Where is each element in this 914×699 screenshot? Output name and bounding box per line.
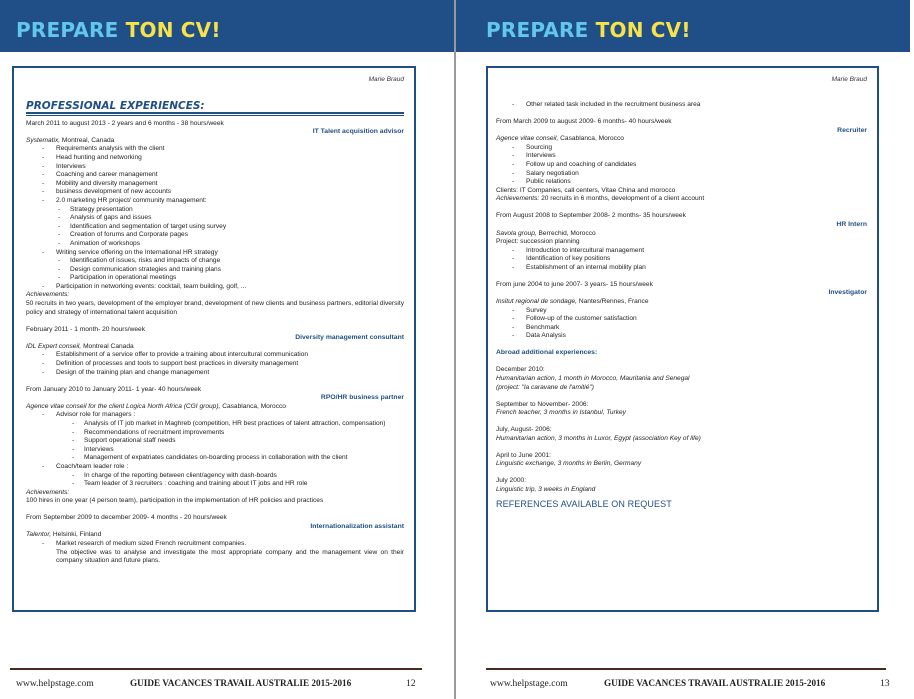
achievements-label: Achievements: xyxy=(26,291,70,299)
page-number: 12 xyxy=(406,678,416,689)
header-title xyxy=(486,18,691,42)
list-item: - Establishment of a service offer to provide a training about intercultural communication xyxy=(26,351,404,360)
page-number: 13 xyxy=(880,678,890,689)
job-date: March 2011 to august 2013 - 2 years and 6 months - 38 hours/week xyxy=(26,119,224,127)
right-page xyxy=(456,0,910,699)
list-item: - In charge of the reporting between client/agency with dash-boards xyxy=(56,472,404,481)
footer-guide-title: GUIDE VACANCES TRAVAIL AUSTRALIE 2015-2016 xyxy=(604,678,826,688)
job-role: Internationalization assistant xyxy=(310,522,404,530)
header-word-ton-cv: TON CV! xyxy=(595,18,691,42)
list-item: - 2.0 marketing HR project/ community management: xyxy=(26,197,404,206)
list-item: - Benchmark xyxy=(496,324,867,333)
list-item: - Definition of processes and tools to support best practices in diversity management xyxy=(26,360,404,369)
list-item: - Advisor role for managers : - Analysis of IT job market in Maghreb (competition, HR best practices of talent attraction, compensation) - Recommendations of recruitment improvements - Support operational staff needs - Interviews - Management of expatriates candidates on-boarding process in collaboration with the client xyxy=(26,411,404,463)
job-company: Insitut regional de sondage, Nantes/Rennes, France xyxy=(496,298,649,306)
job-subtask-list xyxy=(56,420,404,463)
section-title: PROFESSIONAL EXPERIENCES: xyxy=(26,100,205,112)
list-item: - Interviews xyxy=(26,163,404,172)
abroad-date: July, August- 2006: xyxy=(496,426,552,434)
list-item: - Coach/team leader role : - In charge of the reporting between client/agency with dash-boards - Team leader of 3 recruiters : coaching and training about IT jobs and HR role xyxy=(26,463,404,489)
header-word-ton-cv: TON CV! xyxy=(125,18,221,42)
list-item: - Introduction to intercultural management xyxy=(496,247,867,256)
job-role: HR Intern xyxy=(836,220,867,228)
list-item: - Follow-up of the customer satisfaction xyxy=(496,315,867,324)
abroad-date: July 2000: xyxy=(496,477,527,485)
list-item: - Creation of forums and Corporate pages xyxy=(26,231,404,240)
job-task-list xyxy=(26,411,404,488)
abroad-line: Humanitarian action, 3 months in Luxor, Egypt (association Key of life) xyxy=(496,434,701,442)
job-role: IT Talent acquisition advisor xyxy=(312,128,404,136)
job-task-list xyxy=(26,145,404,205)
list-item: - Identification of issues, risks and impacts of change xyxy=(26,257,404,266)
list-item: - Other related task included in the recruitment business area xyxy=(496,101,867,110)
header-band xyxy=(456,0,910,52)
list-item: - Analysis of gaps and issues xyxy=(26,214,404,223)
list-item: - Participation in networking events: cocktail, team building, golf, ... xyxy=(26,283,404,292)
clients-line: Clients: IT Companies, call centers, Vitae China and morocco xyxy=(496,186,676,194)
abroad-entry xyxy=(496,477,867,494)
job-task-list xyxy=(26,351,404,377)
list-item: - Animation of workshops xyxy=(26,240,404,249)
left-page xyxy=(0,0,454,699)
abroad-entry xyxy=(496,426,867,443)
list-item: - Establishment of an internal mobility plan xyxy=(496,264,867,273)
list-item: - Writing service offering on the International HR strategy xyxy=(26,249,404,258)
list-item: - Participation in operational meetings xyxy=(26,274,404,283)
cv-frame-left xyxy=(12,66,416,612)
list-item: - Mobility and diversity management xyxy=(26,180,404,189)
list-item: - Recommendations of recruitment improvements xyxy=(56,429,404,438)
job-date: From March 2009 to august 2009- 6 months- 40 hours/week xyxy=(496,117,672,125)
footer-url: www.helpstage.com xyxy=(490,678,568,689)
footer-guide-title: GUIDE VACANCES TRAVAIL AUSTRALIE 2015-2016 xyxy=(130,678,352,688)
job-company: Systematix, Montreal, Canada xyxy=(26,136,115,144)
achievements-line: Achievements: 20 recruits in 6 months, development of a client account xyxy=(496,195,705,203)
abroad-entry xyxy=(496,452,867,469)
list-item: - Coaching and career management xyxy=(26,171,404,180)
header-title xyxy=(16,18,221,42)
abroad-line: Linguistic exchange, 3 months in Berlin, Germany xyxy=(496,460,642,468)
job-company: Agence vitae conseil, Casablanca, Morocco xyxy=(496,135,624,143)
job-company: Agence vitae conseil for the client Logica North Africa (CGI group), Casablanca, Morocco xyxy=(26,402,286,410)
list-item: - Salary negotiation xyxy=(496,170,867,179)
cv-content-right xyxy=(496,72,867,509)
job-company: Talentor, Helsinki, Finland xyxy=(26,531,102,539)
job-description: The objective was to analyse and investigate the most appropriate company and the management view on their company situation and future plans. xyxy=(56,548,404,565)
job-task-list xyxy=(26,283,404,292)
job-date: From January 2010 to January 2011- 1 year- 40 hours/week xyxy=(26,385,202,393)
achievements-label: Achievements: xyxy=(26,488,70,496)
job-company: Savola group, Berrechid, Morocco xyxy=(496,229,596,237)
abroad-entry xyxy=(496,366,867,392)
header-word-prepare: PREPARE xyxy=(16,18,119,42)
job-subtask-list xyxy=(26,257,404,283)
job-company: IDL Expert conseil, Montreal Canada xyxy=(26,342,134,350)
job-role: RPO/HR business partner xyxy=(320,394,404,402)
list-item: - Design of the training plan and change management xyxy=(26,369,404,378)
page-footer xyxy=(456,668,910,696)
references-note: REFERENCES AVAILABLE ON REQUEST xyxy=(496,499,672,510)
job-subtask-list xyxy=(56,472,404,489)
job-task-list xyxy=(496,247,867,273)
abroad-date: September to November- 2006: xyxy=(496,400,589,408)
abroad-line: French teacher, 3 months in Istanbul, Turkey xyxy=(496,409,626,417)
job-task-list xyxy=(496,101,867,110)
job-role: Recruiter xyxy=(837,126,867,134)
job-role: Investigator xyxy=(828,289,867,297)
abroad-section-title: Abroad additional experiences: xyxy=(496,349,598,357)
section-divider xyxy=(26,112,404,116)
job-role: Diversity management consultant xyxy=(295,334,404,342)
abroad-date: April to June 2001: xyxy=(496,451,551,459)
list-item: - Identification of key positions xyxy=(496,255,867,264)
list-item: - Identification and segmentation of target using survey xyxy=(26,223,404,232)
job-date: From August 2008 to September 2008- 2 months- 35 hours/week xyxy=(496,212,686,220)
list-item: - Interviews xyxy=(56,446,404,455)
project-line: Project: succession planning xyxy=(496,238,580,246)
author-name: Marie Braud xyxy=(831,76,867,83)
abroad-line: Humanitarian action, 1 month in Morocco, Mauritania and Senegal xyxy=(496,374,690,382)
job-date: February 2011 - 1 month- 20 hours/week xyxy=(26,325,145,333)
job-task-list xyxy=(26,540,404,549)
list-item: - Team leader of 3 recruiters : coaching and training about IT jobs and HR role xyxy=(56,480,404,489)
header-word-prepare: PREPARE xyxy=(486,18,589,42)
cv-content-left xyxy=(26,72,404,566)
list-item: - Survey xyxy=(496,307,867,316)
abroad-line: Linguistic trip, 3 weeks in England xyxy=(496,485,596,493)
abroad-line: (project: "la caravane de l'amitié") xyxy=(496,383,594,391)
job-task-list xyxy=(496,144,867,187)
list-item: - Analysis of IT job market in Maghreb (competition, HR best practices of talent attraction, compensation) xyxy=(56,420,404,429)
job-task-list xyxy=(496,307,867,341)
list-item: - Head hunting and networking xyxy=(26,154,404,163)
list-item: - Interviews xyxy=(496,152,867,161)
achievements-text: 50 recruits in two years, development of the employer brand, development of new clients and business partners, editorial diversity policy and strategy of international talent acquisition xyxy=(26,300,404,316)
list-item: - business development of new accounts xyxy=(26,188,404,197)
list-item: - Sourcing xyxy=(496,144,867,153)
job-date: From September 2009 to december 2009- 4 months - 20 hours/week xyxy=(26,514,227,522)
list-item: - Management of expatriates candidates on-boarding process in collaboration with the client xyxy=(56,454,404,463)
job-date: From june 2004 to june 2007- 3 years- 15 hours/week xyxy=(496,280,653,288)
cv-frame-right xyxy=(486,66,879,612)
job-task-list xyxy=(26,249,404,258)
list-item: - Data Analysis xyxy=(496,332,867,341)
list-item: - Strategy presentation xyxy=(26,206,404,215)
list-item: - Public relations xyxy=(496,178,867,187)
list-item: - Follow up and coaching of candidates xyxy=(496,161,867,170)
abroad-date: December 2010: xyxy=(496,366,545,374)
list-item: - Requirements analysis with the client xyxy=(26,145,404,154)
list-item: - Market research of medium sized French recruitment companies. xyxy=(26,540,404,549)
footer-url: www.helpstage.com xyxy=(16,678,94,689)
header-band xyxy=(0,0,454,52)
job-subtask-list xyxy=(26,206,404,249)
list-item: - Support operational staff needs xyxy=(56,437,404,446)
achievements-text: 100 hires in one year (4 person team), participation in the implementation of HR policies and practices xyxy=(26,497,324,505)
abroad-entry xyxy=(496,401,867,418)
page-footer xyxy=(0,668,454,696)
author-name: Marie Braud xyxy=(368,76,404,83)
footer-rule xyxy=(486,668,886,670)
list-item: - Design communication strategies and training plans xyxy=(26,266,404,275)
footer-rule xyxy=(10,668,422,670)
